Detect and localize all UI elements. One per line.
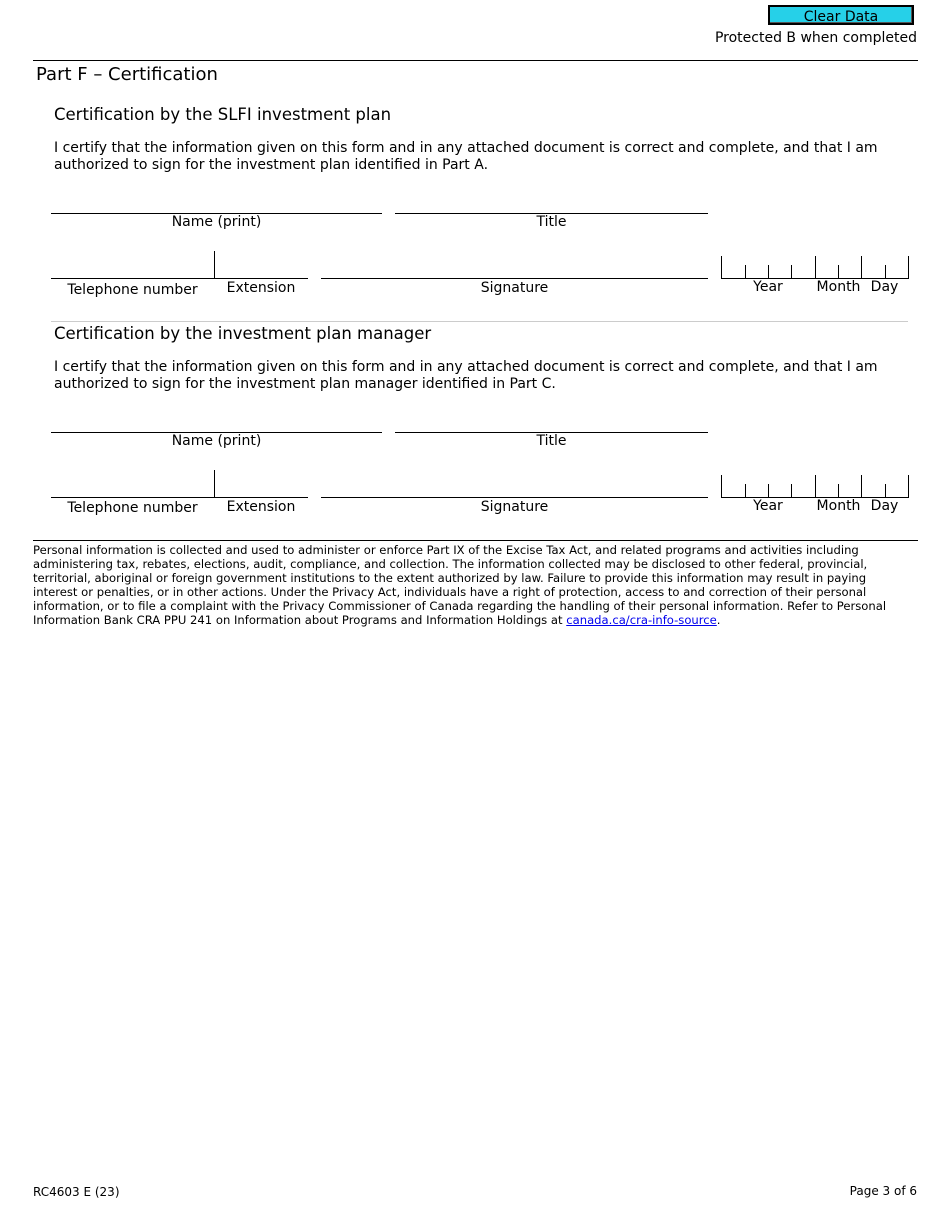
signature-label: Signature — [480, 280, 549, 296]
page-number: Page 3 of 6 — [849, 1184, 917, 1198]
field-separator — [214, 251, 215, 279]
protected-notice: Protected B when completed — [714, 30, 917, 46]
privacy-text: Personal information is collected and used to administer or enforce Part IX of the Excise Tax Act, and related programs and activities including administering tax, rebates, elections, audit, compliance, and collection. The information collected may be disclosed to other federal, provincial, territorial, aboriginal or foreign government institutions to the extent authorized by law. Failure to provide this information may result in paying interest or penalties, or in other actions. Under the Privacy Act, individuals have a right of protection, access to and correction of their personal information, or to file a complaint with the Privacy Commissioner of Canada regarding the handling of their personal information. Refer to Personal Information Bank CRA PPU 241 on Information about Programs and Information Holdings at — [33, 543, 887, 627]
signature-field[interactable] — [321, 497, 708, 498]
privacy-end: . — [716, 613, 721, 627]
field-separator — [214, 470, 215, 498]
signature-field[interactable] — [321, 278, 708, 279]
title-label: Title — [536, 433, 567, 449]
top-divider — [33, 60, 918, 61]
name-label: Name (print) — [171, 433, 262, 449]
month-label: Month — [816, 279, 861, 295]
form-identifier: RC4603 E (23) — [33, 1185, 120, 1199]
certification-text: I certify that the information given on this form and in any attached document is correct and complete, and that I am authorized to sign for the investment plan identified in Part A. — [54, 140, 878, 173]
telephone-label: Telephone number — [67, 500, 198, 516]
year-label: Year — [753, 279, 783, 295]
section-divider — [51, 321, 908, 322]
clear-data-button[interactable]: Clear Data — [768, 5, 914, 25]
privacy-notice — [33, 543, 913, 627]
year-label: Year — [753, 498, 783, 514]
part-title: Part F – Certification — [36, 64, 218, 85]
month-label: Month — [816, 498, 861, 514]
name-label: Name (print) — [171, 214, 262, 230]
extension-field[interactable] — [214, 497, 308, 498]
extension-label: Extension — [226, 280, 296, 296]
extension-label: Extension — [226, 499, 296, 515]
section-title: Certification by the investment plan manager — [54, 324, 432, 343]
telephone-field[interactable] — [51, 278, 214, 279]
signature-label: Signature — [480, 499, 549, 515]
day-label: Day — [870, 498, 899, 514]
telephone-label: Telephone number — [67, 282, 198, 298]
telephone-field[interactable] — [51, 497, 214, 498]
certification-text: I certify that the information given on this form and in any attached document is correct and complete, and that I am authorized to sign for the investment plan manager identified in Part C. — [54, 359, 878, 392]
title-label: Title — [536, 214, 567, 230]
extension-field[interactable] — [214, 278, 308, 279]
privacy-divider — [33, 540, 918, 541]
day-label: Day — [870, 279, 899, 295]
cra-info-source-link[interactable]: canada.ca/cra-info-source — [566, 613, 717, 627]
section-title: Certification by the SLFI investment plan — [54, 105, 392, 124]
